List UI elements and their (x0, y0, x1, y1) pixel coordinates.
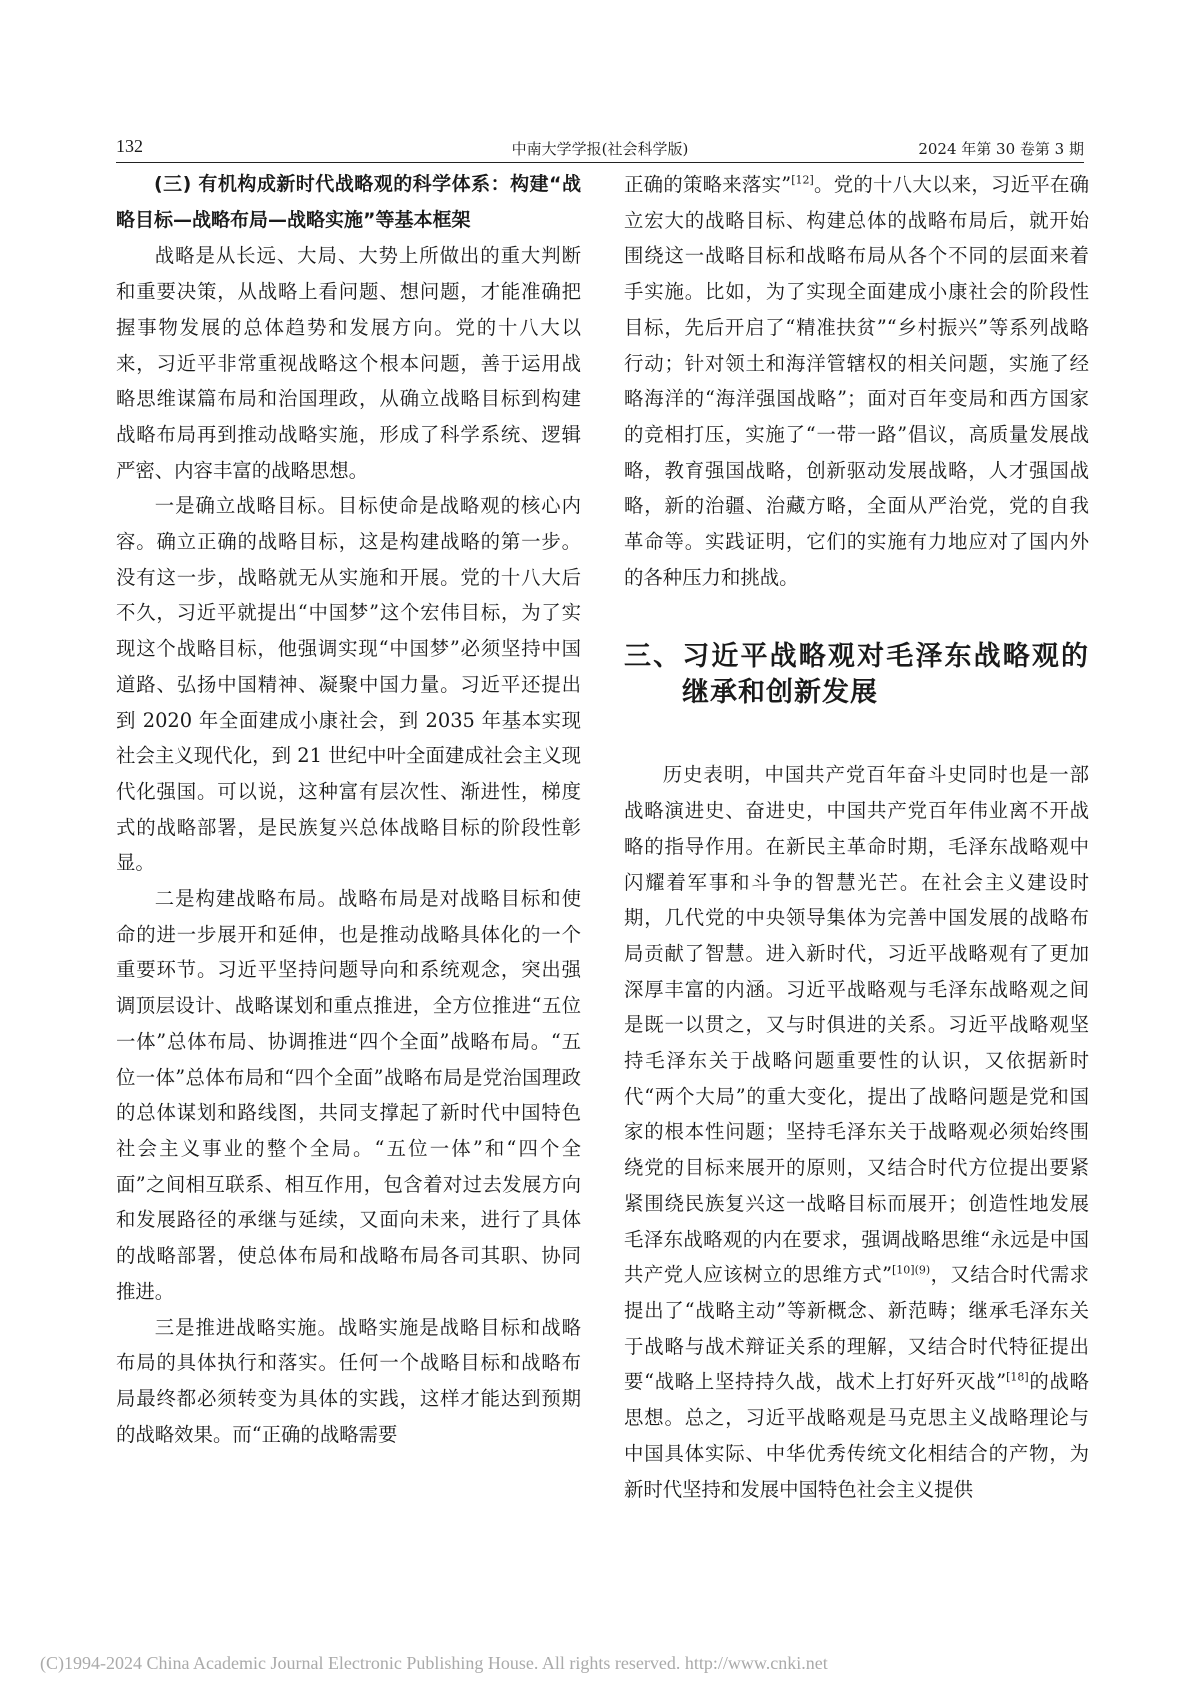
text-run: 历史表明，中国共产党百年奋斗史同时也是一部战略演进史、奋进史，中国共产党百年伟业离不开战略的指导作用。在新民主革命时期，毛泽东战略观中闪耀着军事和斗争的智慧光芒。在社会主义建设时期，几代党的中央领导集体为完善中国发展的战略布局贡献了智慧。进入新时代，习近平战略观有了更加深厚丰富的内涵。习近平战略观与毛泽东战略观之间是既一以贯之，又与时俱进的关系。习近平战略观坚持毛泽东关于战略问题重要性的认识，又依据新时代“两个大局”的重大变化，提出了战略问题是党和国家的根本性问题；坚持毛泽东关于战略观必须始终围绕党的目标来展开的原则，又结合时代方位提出要紧紧围绕民族复兴这一战略目标而展开；创造性地发展毛泽东战略观的内在要求，强调战略思维“永远是中国共产党人应该树立的思维方式” (624, 763, 1089, 1287)
running-header (116, 136, 1084, 163)
citation: [10](9) (892, 1263, 931, 1277)
text-run: 正确的策略来落实” (624, 173, 792, 196)
left-column (116, 167, 581, 1452)
right-column (624, 167, 1089, 1507)
text-run: 。党的十八大以来，习近平在确立宏大的战略目标、构建总体的战略布局后，就开始围绕这一战略目标和战略布局从各个不同的层面来着手实施。比如，为了实现全面建成小康社会的阶段性目标，先后开启了“精准扶贫”“乡村振兴”等系列战略行动；针对领土和海洋管辖权的相关问题，实施了经略海洋的“海洋强国战略”；面对百年变局和西方国家的竞相打压，实施了“一带一路”倡议，高质量发展战略，教育强国战略，创新驱动发展战略，人才强国战略，新的治疆、治藏方略，全面从严治党，党的自我革命等。实践证明，它们的实施有力地应对了国内外的各种压力和挑战。 (624, 173, 1089, 589)
continued-paragraph (624, 167, 1089, 595)
paragraph (624, 757, 1089, 1507)
citation: [12] (791, 173, 814, 187)
volume-info: 2024 年第 30 卷第 3 期 (918, 140, 1084, 158)
copyright-footer: (C)1994-2024 China Academic Journal Electronic Publishing House. All rights reserved. http://www.cnki.net (40, 1653, 828, 1673)
paragraph: 三是推进战略实施。战略实施是战略目标和战略布局的具体执行和落实。任何一个战略目标和战略布局最终都必须转变为具体的实践，这样才能达到预期的战略效果。而“正确的战略需要 (116, 1315, 581, 1446)
journal-name: 中南大学学报(社会科学版) (511, 140, 689, 158)
text-run: ，又结合时代需求提出了“战略主动”等新概念、新范畴；继承毛泽东关于战略与战术辩证关系的理解，又结合时代特征提出要“战略上坚持持久战，战术上打好歼灭战” (624, 1263, 1089, 1394)
subsection-title: (三) 有机构成新时代战略观的科学体系：构建“战略目标—战略布局—战略实施”等基本框架 (116, 173, 581, 231)
text-run: 的战略思想。总之，习近平战略观是马克思主义战略理论与中国具体实际、中华优秀传统文化相结合的产物，为新时代坚持和发展中国特色社会主义提供 (624, 1370, 1090, 1501)
paragraph: 一是确立战略目标。目标使命是战略观的核心内容。确立正确的战略目标，这是构建战略的第一步。没有这一步，战略就无从实施和开展。党的十八大后不久，习近平就提出“中国梦”这个宏伟目标，为了实现这个战略目标，他强调实现“中国梦”必须坚持中国道路、弘扬中国精神、凝聚中国力量。习近平还提出到 2020 年全面建成小康社会，到 2035 年基本实现社会主义现代化，到 21 世纪中叶全面建成社会主义现代化强国。可以说，这种富有层次性、渐进性，梯度式的战略部署，是民族复兴总体战略目标的阶段性彰显。 (116, 494, 581, 875)
citation: [18] (1006, 1370, 1029, 1384)
page-number: 132 (116, 136, 143, 156)
section-title: 三、习近平战略观对毛泽东战略观的继承和创新发展 (624, 641, 1089, 709)
paragraph: 战略是从长远、大局、大势上所做出的重大判断和重要决策，从战略上看问题、想问题，才能准确把握事物发展的总体趋势和发展方向。党的十八大以来，习近平非常重视战略这个根本问题，善于运用战略思维谋篇布局和治国理政，从确立战略目标到构建战略布局再到推动战略实施，形成了科学系统、逻辑严密、内容丰富的战略思想。 (116, 244, 581, 482)
paragraph: 二是构建战略布局。战略布局是对战略目标和使命的进一步展开和延伸，也是推动战略具体化的一个重要环节。习近平坚持问题导向和系统观念，突出强调顶层设计、战略谋划和重点推进，全方位推进“五位一体”总体布局、协调推进“四个全面”战略布局。“五位一体”总体布局和“四个全面”战略布局是党治国理政的总体谋划和路线图，共同支撑起了新时代中国特色社会主义事业的整个全局。“五位一体”和“四个全面”之间相互联系、相互作用，包含着对过去发展方向和发展路径的承继与延续，又面向未来，进行了具体的战略部署，使总体布局和战略布局各司其职、协同推进。 (116, 887, 581, 1303)
